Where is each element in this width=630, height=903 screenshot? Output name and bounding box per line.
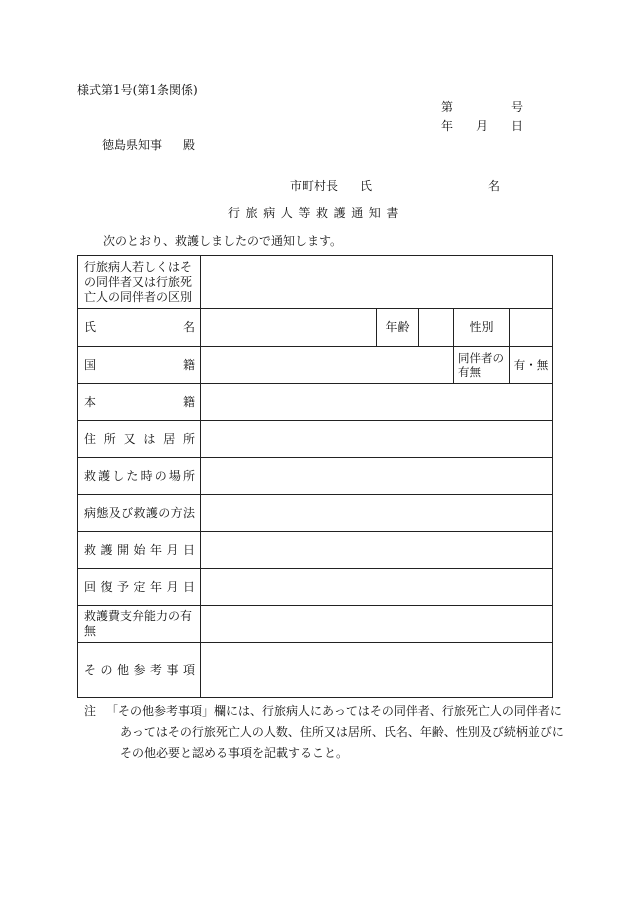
payment-ability-label: 救護費支弁能力の有無 xyxy=(78,606,201,643)
footnote xyxy=(84,701,564,764)
intro-text: 次のとおり、救護しましたので通知します。 xyxy=(103,234,343,248)
row-distinction xyxy=(78,256,553,309)
date-day: 日 xyxy=(511,119,524,133)
nationality-label-part2: 籍 xyxy=(182,357,195,372)
rescue-start-label xyxy=(78,532,201,569)
age-field[interactable] xyxy=(419,309,454,347)
other-label-text: その他参考事項 xyxy=(84,662,195,677)
sender-name-shi: 氏 xyxy=(360,179,373,193)
recovery-label-text: 回復予定年月日 xyxy=(84,579,195,594)
rescue-place-field[interactable] xyxy=(201,458,553,495)
addressee: 徳島県知事 xyxy=(102,138,163,152)
sex-field[interactable] xyxy=(510,309,553,347)
document-number-prefix: 第 xyxy=(441,100,454,114)
age-label: 年齢 xyxy=(377,309,419,347)
distinction-label: 行旅病人若しくはその同伴者又は行旅死亡人の同伴者の区別 xyxy=(78,256,201,309)
other-label xyxy=(78,643,201,698)
payment-ability-field[interactable] xyxy=(201,606,553,643)
address-field[interactable] xyxy=(201,421,553,458)
name-label-part1: 氏 xyxy=(84,320,97,334)
row-recovery xyxy=(78,569,553,606)
footnote-prefix: 注 xyxy=(84,704,97,718)
document-title: 行旅病人等救護通知書 xyxy=(228,206,405,220)
document-number-suffix: 号 xyxy=(511,100,524,114)
rescue-start-label-text: 救護開始年月日 xyxy=(84,542,195,557)
domicile-label-part2: 籍 xyxy=(182,394,195,409)
name-field[interactable] xyxy=(201,309,377,347)
condition-field[interactable] xyxy=(201,495,553,532)
nationality-label xyxy=(78,347,201,384)
address-label xyxy=(78,421,201,458)
recovery-field[interactable] xyxy=(201,569,553,606)
domicile-label-part1: 本 xyxy=(84,394,97,409)
date-month: 月 xyxy=(476,119,489,133)
domicile-label xyxy=(78,384,201,421)
recovery-label xyxy=(78,569,201,606)
rescue-place-label xyxy=(78,458,201,495)
sex-label: 性別 xyxy=(454,309,510,347)
sender-name-mei: 名 xyxy=(488,179,501,193)
row-domicile xyxy=(78,384,553,421)
notification-form-table xyxy=(77,255,553,698)
row-rescue-start xyxy=(78,532,553,569)
address-label-text: 住所又は居所 xyxy=(84,431,195,446)
row-nationality xyxy=(78,347,553,384)
distinction-field[interactable] xyxy=(201,256,553,309)
honorific: 殿 xyxy=(183,138,196,152)
companion-value[interactable]: 有・無 xyxy=(510,347,553,384)
nationality-label-part1: 国 xyxy=(84,357,97,372)
row-name xyxy=(78,309,553,347)
date-year: 年 xyxy=(441,119,454,133)
condition-label-text: 病態及び救護の方法 xyxy=(84,505,195,520)
condition-label xyxy=(78,495,201,532)
row-rescue-place xyxy=(78,458,553,495)
domicile-field[interactable] xyxy=(201,384,553,421)
rescue-place-label-text: 救護した時の場所 xyxy=(84,468,195,483)
name-label xyxy=(78,309,201,347)
companion-label: 同伴者の有無 xyxy=(454,347,510,384)
sender-title: 市町村長 xyxy=(290,179,339,193)
form-number: 様式第1号(第1条関係) xyxy=(77,83,198,97)
row-condition xyxy=(78,495,553,532)
footnote-text: 「その他参考事項」欄には、行旅病人にあってはその同伴者、行旅死亡人の同伴者にあってはその行旅死亡人の人数、住所又は居所、氏名、年齢、性別及び続柄並びにその他必要と認める事項を記載すること。 xyxy=(106,704,564,760)
row-address xyxy=(78,421,553,458)
other-field[interactable] xyxy=(201,643,553,698)
nationality-field[interactable] xyxy=(201,347,454,384)
row-payment-ability xyxy=(78,606,553,643)
row-other xyxy=(78,643,553,698)
name-label-part2: 名 xyxy=(182,320,195,334)
rescue-start-field[interactable] xyxy=(201,532,553,569)
